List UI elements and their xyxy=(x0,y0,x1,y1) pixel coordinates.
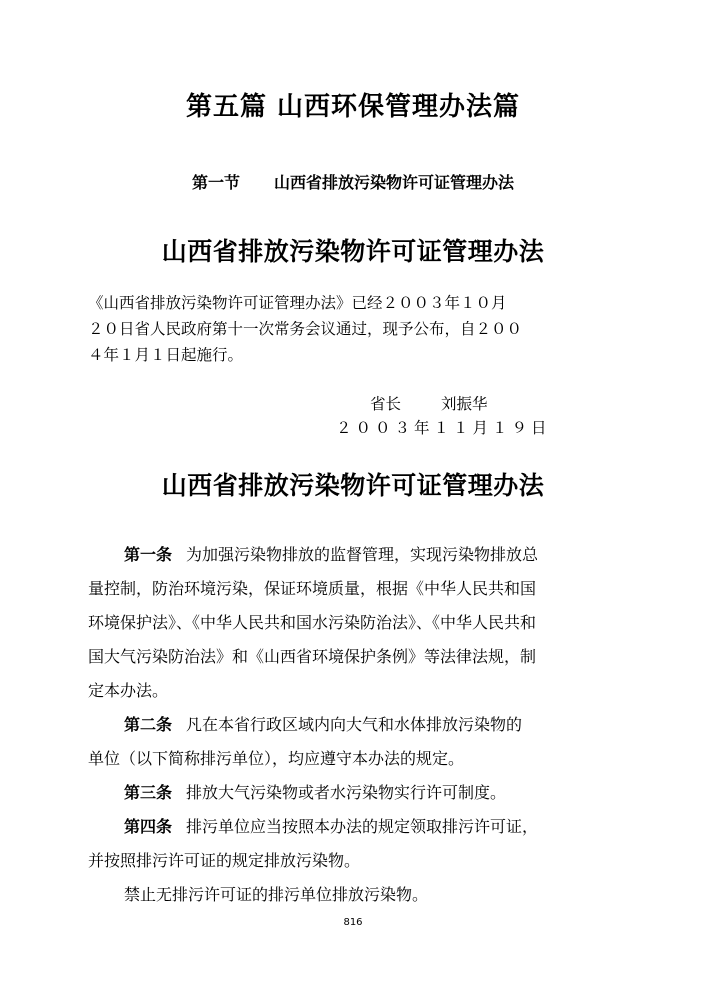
article-text-line: 国大气污染防治法》和《山西省环境保护条例》等法律法规，制 xyxy=(88,647,537,666)
article-text-line: 量控制，防治环境污染，保证环境质量，根据《中华人民共和国 xyxy=(88,579,537,598)
part-title: 第五篇 山西环保管理办法篇 xyxy=(185,92,521,122)
article-4 xyxy=(88,810,618,844)
article-1 xyxy=(88,538,618,572)
closing-paragraph: 禁止无排污许可证的排污单位排放污染物。 xyxy=(124,885,429,904)
article-text-line: 并按照排污许可证的规定排放污染物。 xyxy=(88,851,361,870)
article-text: 排放大气污染物或者水污染物实行许可制度。 xyxy=(186,783,507,802)
article-text-line: 定本办法。 xyxy=(88,681,169,700)
article-number: 第一条 xyxy=(124,545,173,564)
article-number: 第二条 xyxy=(124,715,173,734)
signature-line xyxy=(370,392,706,414)
article-text: 为加强污染物排放的监督管理，实现污染物排放总 xyxy=(186,545,539,564)
document-title-repeat: 山西省排放污染物许可证管理办法 xyxy=(161,471,545,500)
article-number: 第四条 xyxy=(124,817,173,836)
section-title: 山西省排放污染物许可证管理办法 xyxy=(274,173,515,192)
signature-date: ２００３年１１月１９日 xyxy=(336,419,551,437)
section-number: 第一节 xyxy=(191,173,240,192)
article-number: 第三条 xyxy=(124,783,173,802)
article-text-line: 环境保护法》、《中华人民共和国水污染防治法》、《中华人民共和 xyxy=(88,613,537,632)
article-text: 排污单位应当按照本办法的规定领取排污许可证， xyxy=(186,817,539,836)
article-3 xyxy=(88,776,618,810)
articles-body xyxy=(88,538,618,912)
decree-paragraph xyxy=(88,290,618,368)
decree-line: ２０日省人民政府第十一次常务会议通过，现予公布，自２００ xyxy=(88,320,523,338)
article-text: 凡在本省行政区域内向大气和水体排放污染物的 xyxy=(186,715,523,734)
document-title: 山西省排放污染物许可证管理办法 xyxy=(161,237,545,266)
page-number: 816 xyxy=(343,917,363,928)
signatory-name: 刘振华 xyxy=(441,395,488,413)
signatory-title: 省长 xyxy=(370,395,402,413)
section-heading xyxy=(0,170,706,193)
article-text-line: 单位（以下简称排污单位），均应遵守本办法的规定。 xyxy=(88,749,465,768)
article-2 xyxy=(88,708,618,742)
decree-line: 《山西省排放污染物许可证管理办法》已经２００３年１０月 xyxy=(88,294,507,312)
decree-line: ４年１月１日起施行。 xyxy=(88,346,244,364)
